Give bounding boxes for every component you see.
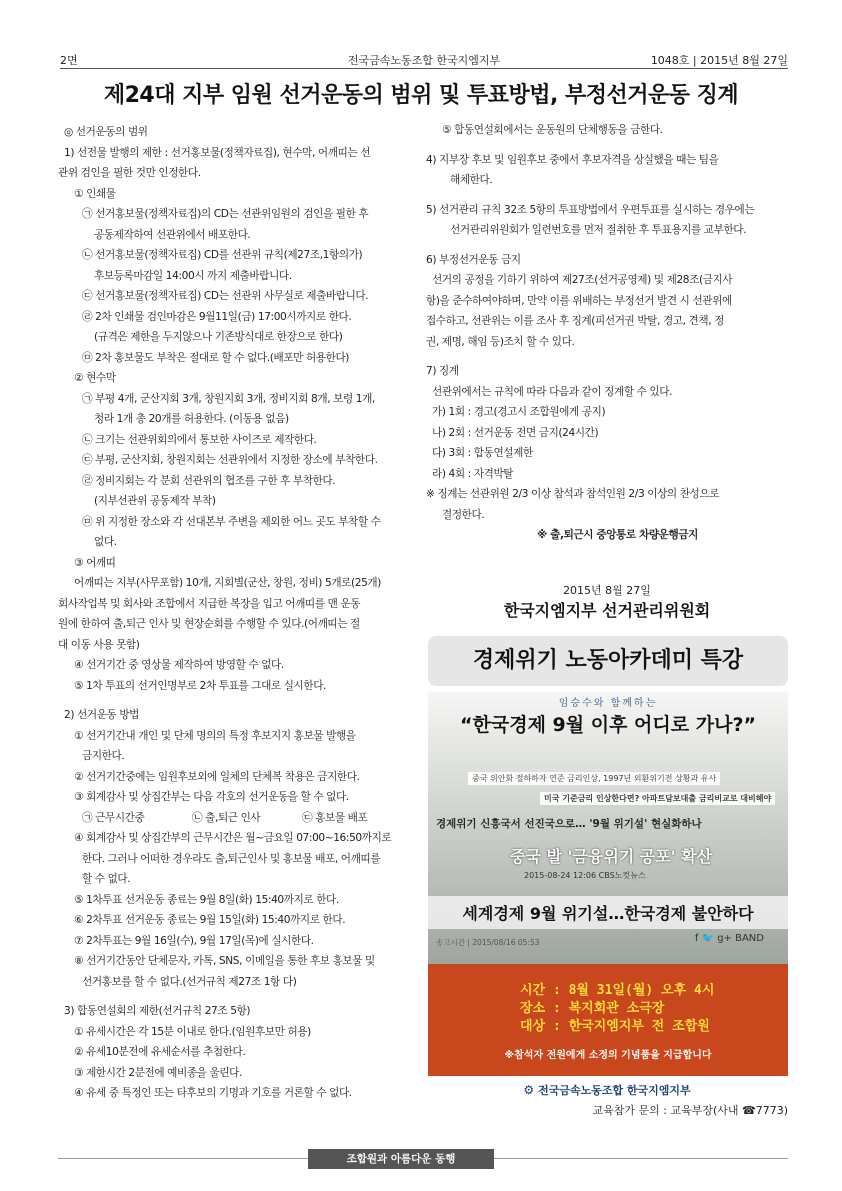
text-line: ㉢ 부평, 군산지회, 창원지회는 선관위에서 지정한 장소에 부착한다. (82, 454, 378, 466)
text-line: 할 수 없다. (82, 873, 131, 885)
text-line: 원에 한하여 출,퇴근 인사 및 현장순회를 수행할 수 있다.(어깨띠는 절 (58, 618, 360, 630)
section-title: 7) 징계 (426, 365, 459, 377)
text-line: 항)을 준수하여야하며, 만약 이를 위배하는 부정선거 발견 시 선관위에 (426, 294, 732, 307)
lecture-target: 대상 : 한국지엠지부 전 조합원 (520, 1019, 710, 1034)
text-line: ⑤ 합동연설회에서는 운동원의 단체행동을 금한다. (442, 124, 663, 136)
poster-question: “한국경제 9월 이후 어디로 가나?” (460, 714, 756, 736)
text-line: (지부선관위 공동제작 부착) (94, 495, 216, 507)
text-line: 대 이동 사용 못함) (58, 638, 140, 651)
text-line: 결정한다. (442, 508, 485, 521)
text-line: 4) 지부장 후보 및 임원후보 중에서 후보자격을 상실했을 때는 팀을 (426, 153, 719, 166)
text-line: ③ 제한시간 2분전에 예비종을 울린다. (74, 1066, 242, 1079)
text-line: 공동제작하여 선관위에서 배포한다. (94, 228, 251, 241)
text-line (58, 808, 420, 829)
news-source: 2015-08-24 12:06 CBS노컷뉴스 (524, 871, 646, 880)
text-line: ④ 회계감사 및 상집간부의 근무시간은 월~금요일 07:00~16:50까지로 (74, 832, 392, 844)
text-line: ⑦ 2차투표는 9월 16일(수), 9월 17일(목)에 실시한다. (74, 934, 314, 947)
text-line: 선관위에서는 규칙에 따라 다음과 같이 징계할 수 있다. (432, 385, 673, 398)
text-line: 선거관리위원회가 일련번호를 먼저 절취한 후 투표용지를 교부한다. (450, 224, 747, 236)
issue-info: 1048호 | 2015년 8월 27일 (650, 54, 788, 67)
lecture-time: 시간 : 8월 31일(월) 오후 4시 (520, 983, 715, 998)
union-name: 전국금속노동조합 한국지엠지부 (538, 1084, 691, 1097)
news-headline: 세계경제 9월 위기설…한국경제 불안하다 (428, 896, 788, 929)
gift-note: ※참석자 전원에게 소정의 기념품을 지급합니다 (504, 1050, 712, 1061)
news-headline: 경제위기 신흥국서 선진국으로… '9월 위기설' 현실화하나 (436, 818, 702, 830)
header-org: 전국금속노동조합 한국지엠지부 (347, 54, 501, 67)
text-line: ㉡ 크기는 선관위회의에서 통보한 사이즈로 제작한다. (82, 433, 317, 446)
text-line: ㉣ 정비지회는 각 분회 선관위의 협조를 구한 후 부착한다. (82, 474, 336, 487)
text-line: ① 인쇄물 (74, 187, 116, 200)
text-line: 어깨띠는 지부(사무포함) 10개, 지회별(군산, 창원, 정비) 5개로(25개) (74, 577, 381, 589)
text-line: ① 유세시간은 각 15분 이내로 한다.(임원후보만 허용) (74, 1025, 311, 1038)
text-line: 나) 2회 : 선거운동 전면 금지(24시간) (432, 426, 599, 439)
text-line: ㉢ 선거홍보물(정책자료집) CD는 선관위 사무실로 제출바랍니다. (82, 290, 369, 302)
news-clip: 미국 기준금리 인상한다면? 아파트담보대출 금리비교로 대비해야 (540, 792, 775, 805)
text-line: 회사작업복 및 회사와 조합에서 지급한 복장을 입고 어깨띠를 맨 운동 (58, 597, 361, 610)
text-line: ④ 유세 중 특정인 또는 타후보의 기명과 기호를 거론할 수 없다. (74, 1087, 352, 1099)
section-title: 2) 선거운동 방법 (64, 709, 140, 721)
text-line: 청라 1개 총 20개를 허용한다. (이동용 없음) (94, 413, 289, 425)
text-line: 관위 검인을 필한 것만 인정한다. (58, 167, 201, 179)
right-column (426, 120, 788, 546)
text-line: ㉠ 선거홍보물(정책자료집)의 CD는 선관위임원의 검인을 필한 후 (82, 208, 369, 220)
text-line: ② 유세10분전에 유세순서를 추첨한다. (74, 1046, 246, 1058)
text-line: 선거의 공정을 기하기 위하여 제27조(선거공영제) 및 제28조(금지사 (432, 274, 733, 286)
text-line: 5) 선거관리 규칙 32조 5항의 투표방법에서 우편투표를 실시하는 경우에는 (426, 203, 755, 216)
traffic-note: ※ 출,퇴근시 중앙통로 차량운행금지 (536, 529, 698, 541)
text-line: ⑧ 선거기간동안 단체문자, 카톡, SNS, 이메일을 통한 후보 홍보물 및 (74, 955, 375, 967)
main-headline: 제24대 지부 임원 선거운동의 범위 및 투표방법, 부정선거운동 징계 (103, 83, 739, 108)
text-line: ③ 어깨띠 (74, 556, 116, 569)
lecture-banner: 경제위기 노동아카데미 특강 (428, 636, 788, 686)
news-clip: 중국 위안화 절하하자 연준 금리인상, 1997년 외환위기전 상황과 유사 (468, 772, 720, 785)
committee-name: 한국지엠지부 선거관리위원회 (503, 601, 711, 620)
text-line: ㉤ 2차 홍보물도 부착은 절대로 할 수 없다.(배포만 허용한다) (82, 351, 350, 364)
text-line: 1) 선전물 발행의 제한 : 선거홍보물(정책자료집), 현수막, 어깨띠는 선 (64, 146, 371, 159)
contact-info: 교육참가 문의 : 교육부장(사내 ☎7773) (592, 1104, 788, 1117)
text-line: ③ 회계감사 및 상집간부는 다음 각호의 선거운동을 할 수 없다. (74, 791, 349, 803)
text-line: ⑥ 2차투표 선거운동 종료는 9월 15일(화) 15:40까지로 한다. (74, 914, 346, 926)
text-line: ④ 선거기간 중 영상물 제작하여 방영할 수 없다. (74, 659, 284, 671)
text-line: 라) 4회 : 자격박탈 (432, 467, 514, 480)
union-signature (426, 1082, 788, 1098)
union-logo-icon: ⚙ (523, 1083, 535, 1097)
lecture-place: 장소 : 복지회관 소극장 (520, 1001, 665, 1016)
item: ㉢ 홍보물 배포 (302, 811, 368, 824)
item: ㉠ 근무시간중 (82, 811, 145, 824)
text-line: 한다. 그러나 어떠한 경우라도 출,퇴근인사 및 홍보물 배포, 어깨띠를 (82, 852, 381, 865)
text-line: 다) 3회 : 합동연설제한 (432, 447, 533, 459)
share-icons: f 🐦 g+ BAND (694, 933, 764, 944)
text-line: 권, 제명, 해임 등)조치 할 수 있다. (426, 335, 575, 348)
section-title: ◎ 선거운동의 범위 (64, 126, 148, 138)
footer-slogan: 조합원과 아름다운 동행 (308, 1149, 494, 1169)
text-line: 없다. (94, 536, 117, 548)
text-line: (규격은 제한을 두지않으나 기존방식대로 한장으로 한다) (94, 331, 343, 343)
item: ㉡ 출,퇴근 인사 (192, 811, 261, 824)
text-line: ① 선거기간내 개인 및 단체 명의의 특정 후보지지 홍보물 발행을 (74, 729, 356, 742)
text-line: 접수하고, 선관위는 이를 조사 후 징계(피선거권 박탈, 경고, 견책, 정 (426, 315, 724, 327)
text-line: 해체한다. (450, 174, 493, 186)
text-line: ※ 징계는 선관위원 2/3 이상 참석과 참석인원 2/3 이상의 찬성으로 (426, 488, 720, 500)
text-line: ② 선거기간중에는 임원후보외에 일체의 단체복 착용은 금지한다. (74, 770, 360, 783)
section-title: 3) 합동연설회의 제한(선거규칙 27조 5항) (64, 1005, 251, 1017)
page-number: 2면 (60, 54, 78, 67)
text-line: ⑤ 1차투표 선거운동 종료는 9월 8일(화) 15:40까지로 한다. (74, 893, 339, 906)
text-line: ⑤ 1차 투표의 선거인명부로 2차 투표를 그대로 실시한다. (74, 679, 327, 692)
lecture-details (520, 982, 714, 1036)
poster-host: 임승수와 함께하는 (558, 698, 658, 709)
text-line: 후보등록마감일 14:00시 까지 제출바랍니다. (94, 269, 292, 282)
lecture-poster (428, 692, 788, 1076)
left-column (58, 122, 420, 1104)
text-line: ㉣ 2차 인쇄물 검인마감은 9월11일(금) 17:00시까지로 한다. (82, 310, 352, 323)
page-header (60, 52, 788, 69)
text-line: 가) 1회 : 경고(경고시 조합원에게 공지) (432, 406, 606, 418)
text-line: 선거홍보를 할 수 없다.(선거규칙 제27조 1항 다) (82, 975, 297, 988)
section-title: 6) 부정선거운동 금지 (426, 253, 521, 266)
text-line: ㉠ 부평 4개, 군산지회 3개, 창원지회 3개, 정비지회 8개, 보령 1개, (82, 392, 375, 405)
news-meta: 송고시간 | 2015/08/16 05:53 (436, 938, 540, 947)
news-headline: 중국 발 '금융위기 공포' 확산 (510, 847, 713, 866)
text-line: ㉤ 위 지정한 장소와 각 선대본부 주변을 제외한 어느 곳도 부착할 수 (82, 515, 381, 528)
notice-date: 2015년 8월 27일 (563, 584, 651, 597)
text-line: ② 현수막 (74, 372, 116, 384)
text-line: ㉡ 선거홍보물(정책자료집) CD를 선관위 규칙(제27조,1항의가) (82, 249, 363, 261)
text-line: 금지한다. (82, 750, 125, 762)
